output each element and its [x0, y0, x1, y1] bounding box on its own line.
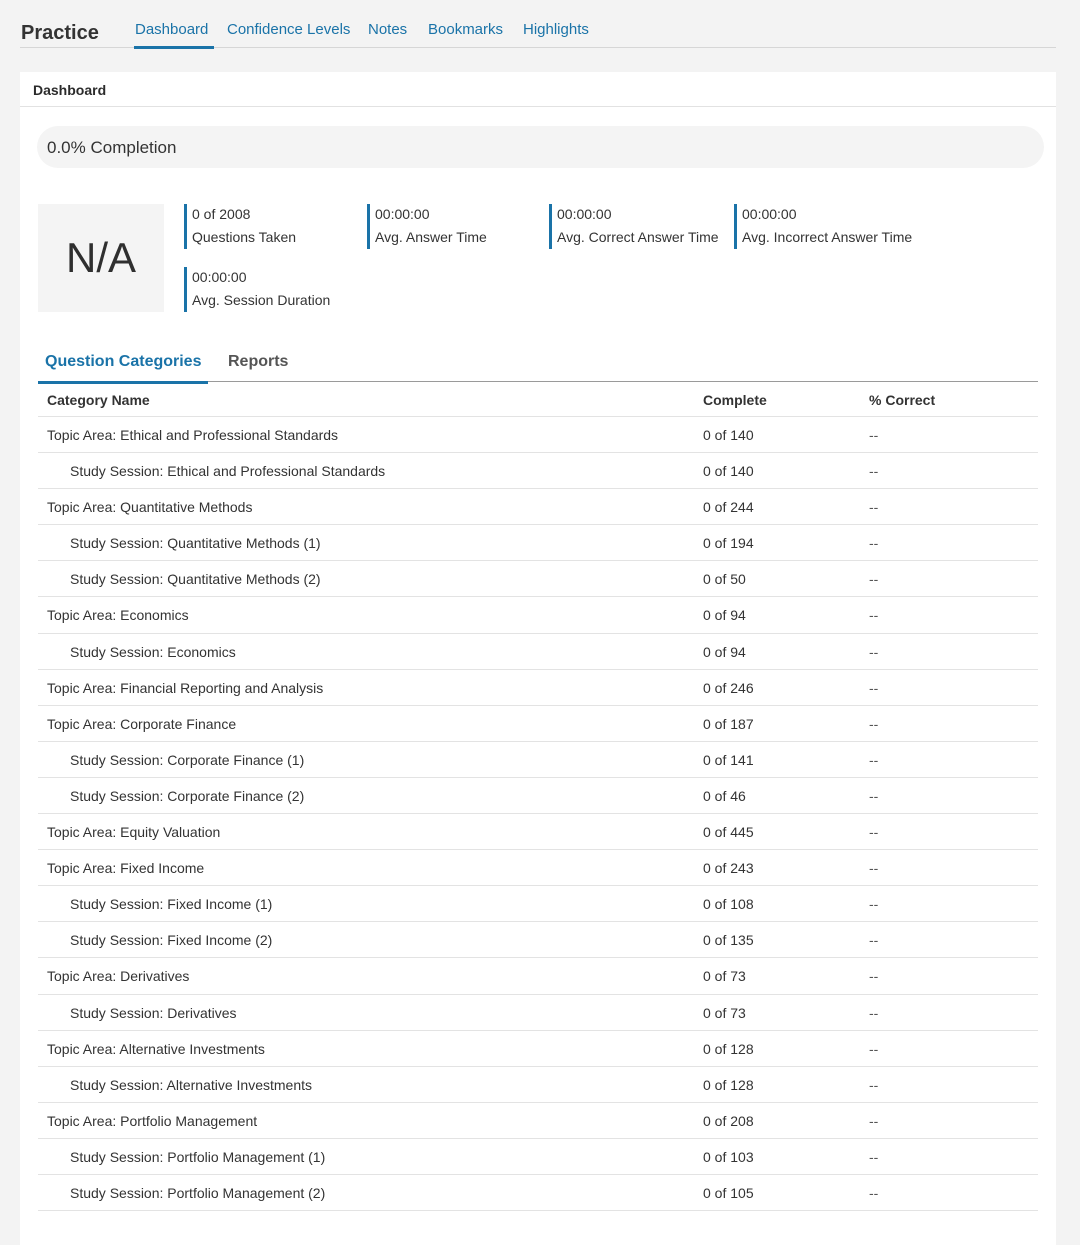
percent-correct: --	[869, 1004, 879, 1021]
complete-count: 0 of 94	[703, 607, 746, 624]
complete-count: 0 of 140	[703, 427, 754, 443]
category-name[interactable]: Study Session: Portfolio Management (2)	[70, 1184, 326, 1201]
category-name[interactable]: Study Session: Economics	[70, 643, 236, 660]
category-name[interactable]: Study Session: Corporate Finance (1)	[70, 751, 305, 768]
percent-correct: --	[869, 932, 879, 949]
stat-value: 00:00:00	[375, 206, 430, 222]
percent-correct: --	[869, 643, 879, 660]
complete-count: 0 of 128	[703, 1076, 754, 1093]
percent-correct: --	[869, 1184, 879, 1201]
dashboard-panel	[20, 72, 1056, 1245]
complete-count: 0 of 73	[703, 968, 746, 985]
category-name[interactable]: Study Session: Ethical and Professional Standards	[70, 463, 386, 480]
sub-tabs	[38, 340, 1038, 382]
table-row[interactable]	[38, 1103, 1038, 1139]
stat-value: 0 of 2008	[192, 206, 251, 222]
tab-bookmarks[interactable]: Bookmarks	[428, 21, 504, 38]
table-row[interactable]	[38, 1175, 1038, 1211]
table-row[interactable]	[38, 814, 1038, 850]
percent-correct: --	[869, 824, 879, 841]
category-name[interactable]: Topic Area: Corporate Finance	[47, 715, 237, 732]
table-row[interactable]	[38, 453, 1038, 489]
category-name[interactable]: Topic Area: Portfolio Management	[47, 1112, 258, 1129]
stat-value: 00:00:00	[557, 206, 612, 222]
percent-correct: --	[869, 499, 879, 516]
complete-count: 0 of 73	[703, 1004, 746, 1021]
table-row[interactable]	[38, 778, 1038, 814]
complete-count: 0 of 244	[703, 499, 754, 516]
stat-label: Avg. Session Duration	[192, 292, 331, 308]
percent-correct: --	[869, 751, 879, 768]
tab-highlights[interactable]: Highlights	[523, 21, 589, 38]
category-name[interactable]: Topic Area: Derivatives	[47, 968, 190, 985]
completion-bar	[37, 126, 1044, 168]
complete-count: 0 of 50	[703, 571, 746, 588]
table-row[interactable]	[38, 417, 1038, 453]
complete-count: 0 of 208	[703, 1112, 754, 1129]
table-row[interactable]	[38, 489, 1038, 525]
category-name[interactable]: Topic Area: Fixed Income	[47, 860, 205, 877]
table-row[interactable]	[38, 1139, 1038, 1175]
complete-count: 0 of 103	[703, 1148, 754, 1165]
table-row[interactable]	[38, 1031, 1038, 1067]
category-name[interactable]: Study Session: Fixed Income (1)	[70, 896, 273, 913]
percent-correct: --	[869, 607, 879, 624]
score-value: N/A	[65, 234, 136, 281]
app-title: Practice	[21, 22, 99, 44]
category-name[interactable]: Study Session: Alternative Investments	[70, 1076, 313, 1093]
table-row[interactable]	[38, 922, 1038, 958]
top-nav	[20, 0, 1056, 48]
percent-correct: --	[869, 896, 879, 913]
panel-title: Dashboard	[20, 72, 1056, 107]
table-row[interactable]	[38, 886, 1038, 922]
stat-avg-correct-answer-time	[549, 204, 719, 249]
complete-count: 0 of 105	[703, 1184, 754, 1201]
category-name[interactable]: Topic Area: Financial Reporting and Analysis	[47, 679, 324, 696]
header-complete[interactable]: Complete	[703, 392, 767, 408]
table-header-row	[38, 382, 1038, 417]
category-name[interactable]: Topic Area: Alternative Investments	[47, 1040, 265, 1057]
percent-correct: --	[869, 571, 879, 588]
percent-correct: --	[869, 679, 879, 696]
completion-text: 0.0% Completion	[47, 138, 177, 157]
complete-count: 0 of 194	[703, 535, 754, 552]
tab-reports[interactable]: Reports	[228, 353, 289, 370]
stat-label: Questions Taken	[192, 229, 297, 245]
stat-avg-answer-time	[367, 204, 487, 249]
header-category-name[interactable]: Category Name	[47, 392, 150, 408]
category-name[interactable]: Topic Area: Economics	[47, 607, 189, 624]
table-row[interactable]	[38, 525, 1038, 561]
tab-dashboard[interactable]: Dashboard	[134, 21, 214, 49]
category-name[interactable]: Study Session: Corporate Finance (2)	[70, 787, 305, 804]
table-row[interactable]	[38, 995, 1038, 1031]
table-row[interactable]	[38, 742, 1038, 778]
percent-correct: --	[869, 787, 879, 804]
table-row[interactable]	[38, 958, 1038, 994]
category-name[interactable]: Topic Area: Equity Valuation	[47, 824, 221, 841]
stat-value: 00:00:00	[192, 269, 247, 285]
percent-correct: --	[869, 715, 879, 732]
stat-label: Avg. Correct Answer Time	[557, 229, 719, 245]
header-percent-correct[interactable]: % Correct	[869, 392, 936, 408]
stat-label: Avg. Answer Time	[375, 229, 487, 245]
percent-correct: --	[869, 1076, 879, 1093]
category-name[interactable]: Study Session: Portfolio Management (1)	[70, 1148, 326, 1165]
complete-count: 0 of 128	[703, 1040, 754, 1057]
table-row[interactable]	[38, 850, 1038, 886]
categories-table	[38, 382, 1038, 1211]
percent-correct: --	[869, 1040, 879, 1057]
table-row[interactable]	[38, 670, 1038, 706]
percent-correct: --	[869, 968, 879, 985]
stat-questions-taken	[184, 204, 296, 249]
percent-correct: --	[869, 535, 879, 552]
tab-notes[interactable]: Notes	[368, 21, 408, 38]
table-row[interactable]	[38, 1067, 1038, 1103]
category-name[interactable]: Study Session: Derivatives	[70, 1004, 237, 1021]
score-box	[38, 204, 164, 312]
complete-count: 0 of 445	[703, 824, 754, 841]
complete-count: 0 of 46	[703, 787, 746, 804]
percent-correct: --	[869, 427, 879, 443]
percent-correct: --	[869, 860, 879, 877]
complete-count: 0 of 108	[703, 896, 754, 913]
category-name[interactable]: Study Session: Quantitative Methods (2)	[70, 571, 321, 588]
category-name[interactable]: Study Session: Quantitative Methods (1)	[70, 535, 321, 552]
tab-confidence-levels[interactable]: Confidence Levels	[227, 21, 351, 38]
table-row[interactable]	[38, 634, 1038, 670]
table-row[interactable]	[38, 597, 1038, 633]
complete-count: 0 of 135	[703, 932, 754, 949]
stat-value: 00:00:00	[742, 206, 797, 222]
tab-question-categories[interactable]: Question Categories	[38, 353, 208, 384]
table-row[interactable]	[38, 706, 1038, 742]
complete-count: 0 of 94	[703, 643, 746, 660]
stat-label: Avg. Incorrect Answer Time	[742, 229, 913, 245]
complete-count: 0 of 187	[703, 715, 754, 732]
stat-avg-incorrect-answer-time	[734, 204, 912, 249]
category-name[interactable]: Topic Area: Quantitative Methods	[47, 499, 253, 516]
stat-avg-session-duration	[184, 267, 330, 312]
percent-correct: --	[869, 1112, 879, 1129]
complete-count: 0 of 243	[703, 860, 754, 877]
category-name[interactable]: Study Session: Fixed Income (2)	[70, 932, 273, 949]
complete-count: 0 of 246	[703, 679, 754, 696]
percent-correct: --	[869, 463, 879, 480]
percent-correct: --	[869, 1148, 879, 1165]
category-name[interactable]: Topic Area: Ethical and Professional Standards	[47, 427, 339, 443]
table-row[interactable]	[38, 561, 1038, 597]
complete-count: 0 of 140	[703, 463, 754, 480]
complete-count: 0 of 141	[703, 751, 754, 768]
